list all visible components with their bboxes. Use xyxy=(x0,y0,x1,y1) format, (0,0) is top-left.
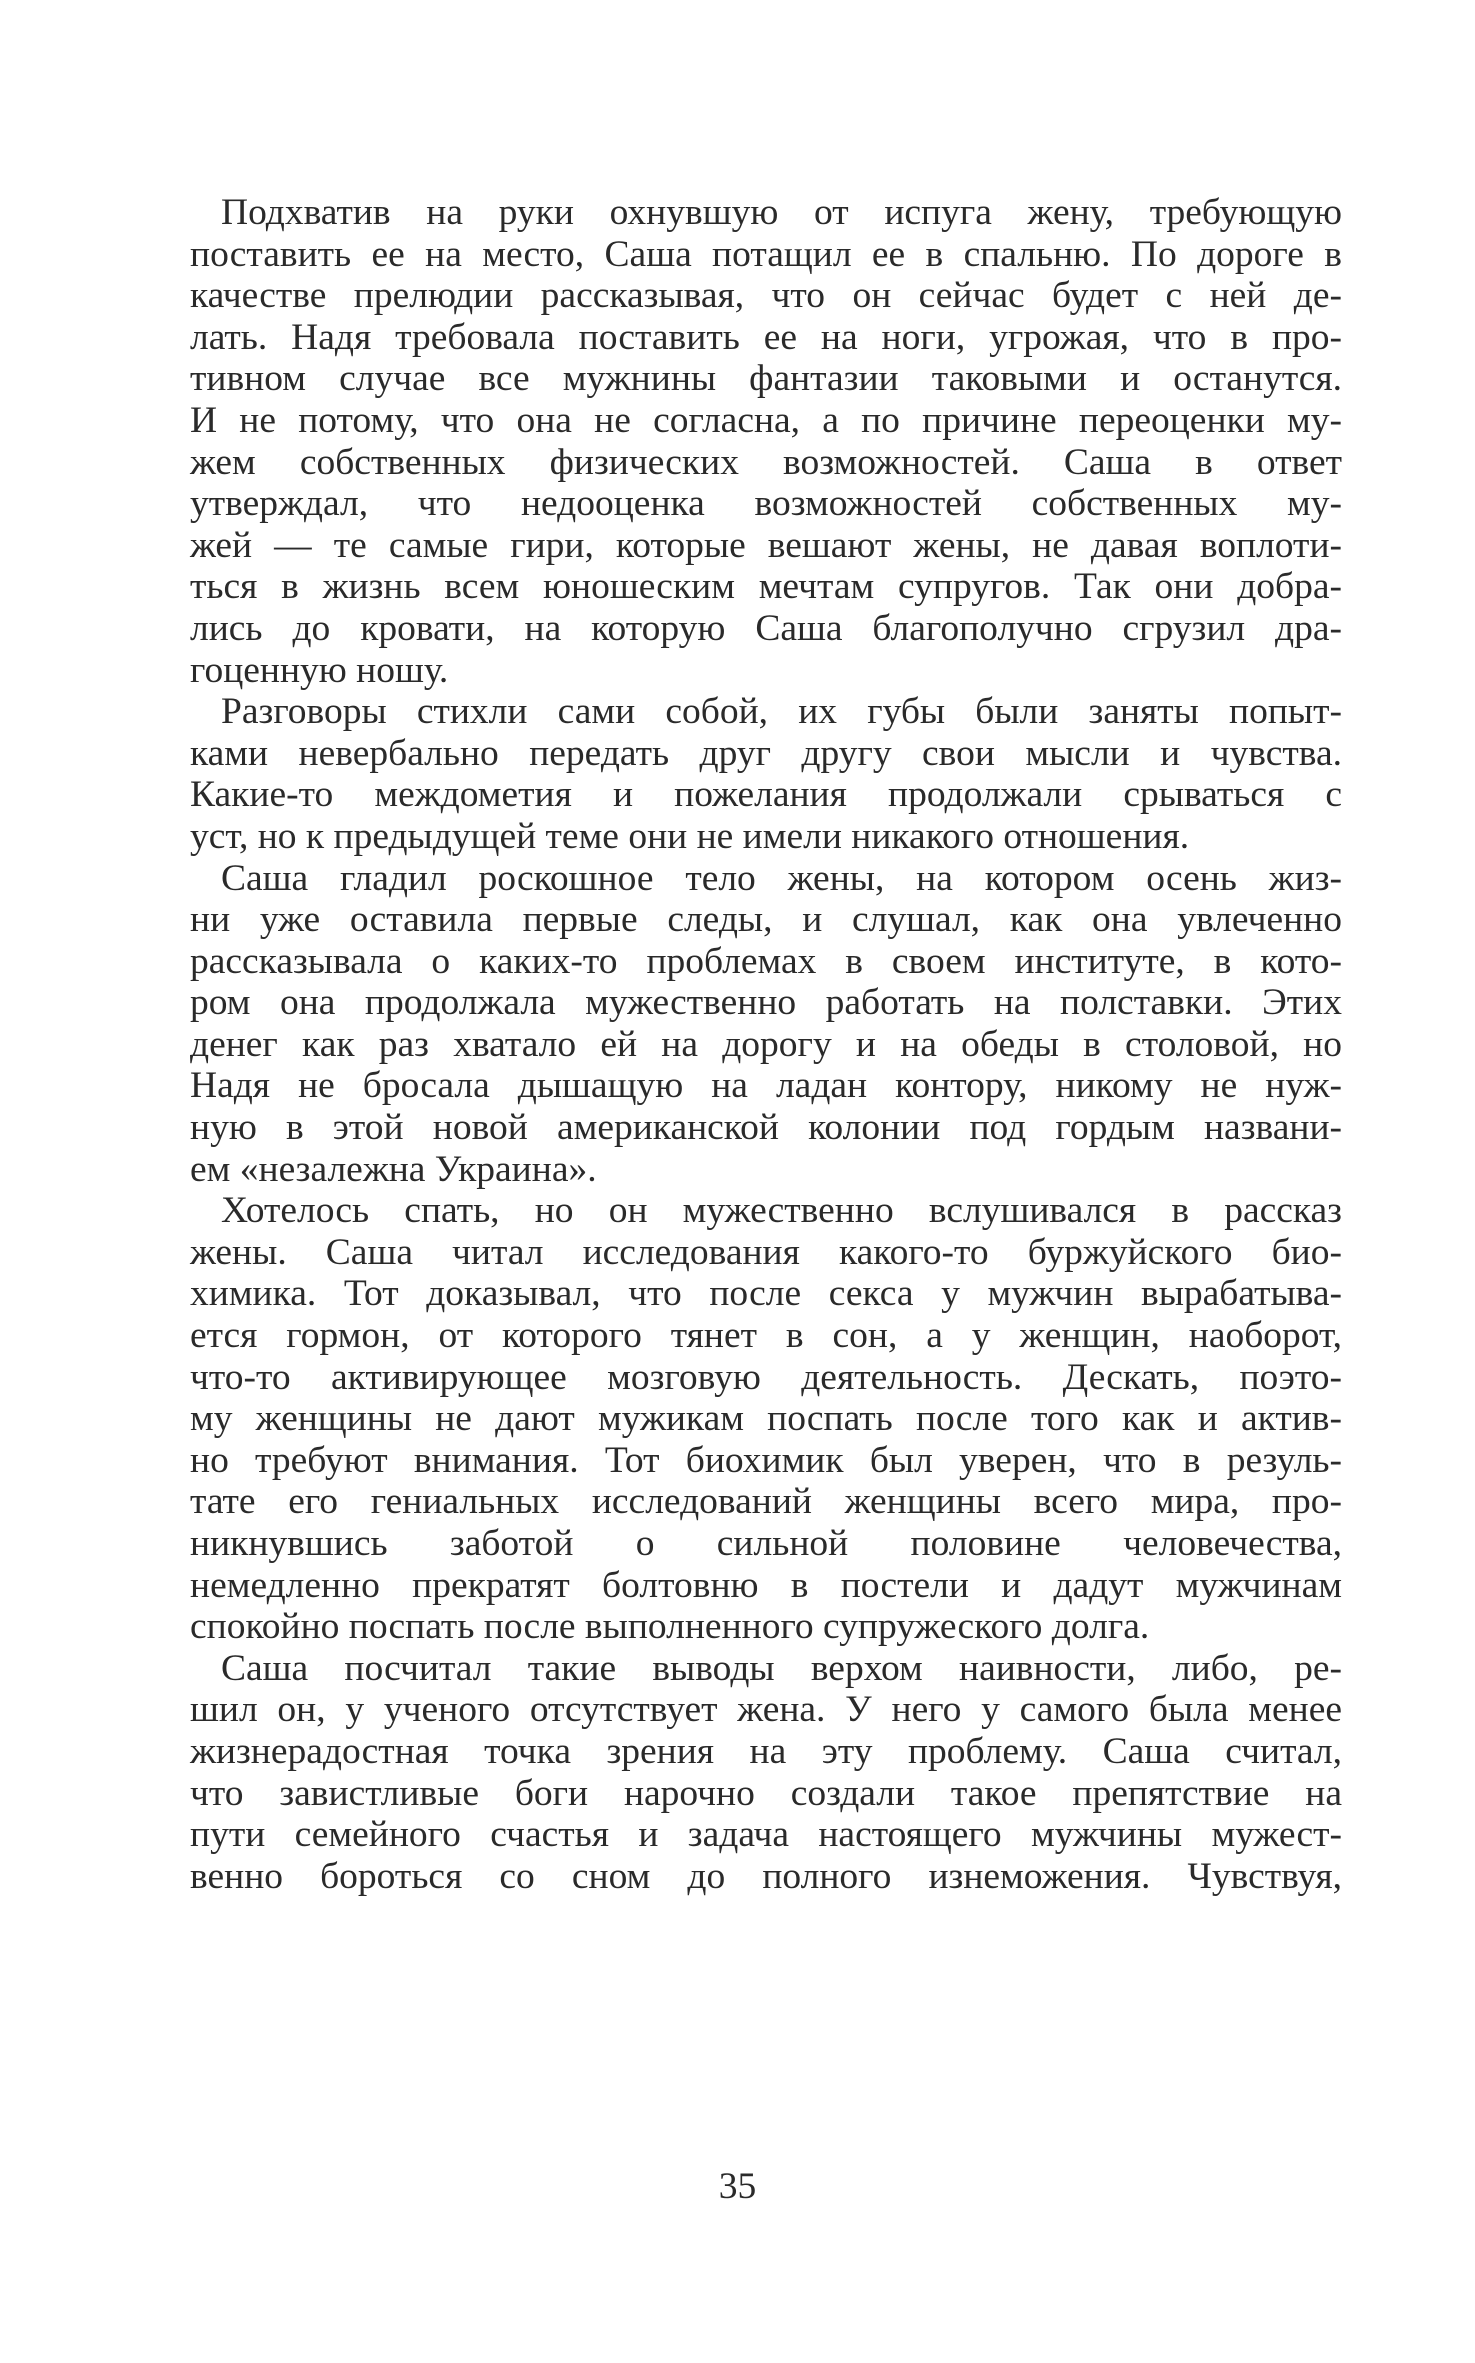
text-line: жем собственных физических возможностей. Саша в ответ xyxy=(190,441,1342,483)
text-line: Хотелось спать, но он мужественно вслушивался в рассказ xyxy=(221,1190,1342,1232)
text-line: тивном случае все мужнины фантазии таковыми и останутся. xyxy=(190,358,1342,400)
text-line: Разговоры стихли сами собой, их губы были заняты попыт- xyxy=(221,691,1342,733)
text-line: ться в жизнь всем юношеским мечтам супругов. Так они добра- xyxy=(190,566,1342,608)
text-line: жены. Саша читал исследования какого-то буржуйского био- xyxy=(190,1231,1342,1273)
body-text xyxy=(190,192,1342,1897)
paragraph xyxy=(190,691,1342,857)
text-line: тате его гениальных исследований женщины всего мира, про- xyxy=(190,1481,1342,1523)
text-line: что-то активирующее мозговую деятельность. Дескать, поэто- xyxy=(190,1356,1342,1398)
text-line: ется гормон, от которого тянет в сон, а у женщин, наоборот, xyxy=(190,1315,1342,1357)
paragraph xyxy=(190,1190,1342,1648)
text-line: венно бороться со сном до полного изнеможения. Чувствуя, xyxy=(190,1855,1342,1897)
text-line: ками невербально передать друг другу свои мысли и чувства. xyxy=(190,732,1342,774)
page-number: 35 xyxy=(718,2166,757,2207)
text-line: но требуют внимания. Тот биохимик был уверен, что в резуль- xyxy=(190,1439,1342,1481)
text-line: И не потому, что она не согласна, а по причине переоценки му- xyxy=(190,399,1342,441)
text-line: что завистливые боги нарочно создали такое препятствие на xyxy=(190,1772,1342,1814)
text-line: шил он, у ученого отсутствует жена. У него у самого была менее xyxy=(190,1689,1342,1731)
text-line: жизнерадостная точка зрения на эту проблему. Саша считал, xyxy=(190,1730,1342,1772)
text-line: уст, но к предыдущей теме они не имели никакого отношения. xyxy=(190,815,1190,857)
text-line: ную в этой новой американской колонии под гордым названи- xyxy=(190,1107,1342,1149)
text-line: поставить ее на место, Саша потащил ее в спальню. По дороге в xyxy=(190,233,1342,275)
text-line: лись до кровати, на которую Саша благополучно сгрузил дра- xyxy=(190,607,1342,649)
paragraph xyxy=(190,858,1342,1191)
text-line: Какие-то междометия и пожелания продолжали срываться с xyxy=(190,774,1342,816)
text-line: ром она продолжала мужественно работать на полставки. Этих xyxy=(190,982,1342,1024)
text-line: немедленно прекратят болтовню в постели и дадут мужчинам xyxy=(190,1564,1342,1606)
text-line: денег как раз хватало ей на дорогу и на обеды в столовой, но xyxy=(190,1023,1342,1065)
text-line: никнувшись заботой о сильной половине человечества, xyxy=(190,1523,1342,1564)
text-line: химика. Тот доказывал, что после секса у мужчин вырабатыва- xyxy=(190,1273,1342,1315)
paragraph xyxy=(190,1648,1342,1898)
text-line: спокойно поспать после выполненного супружеского долга. xyxy=(190,1606,1150,1648)
text-line: пути семейного счастья и задача настоящего мужчины мужест- xyxy=(190,1814,1342,1856)
text-line: Надя не бросала дышащую на ладан контору, никому не нуж- xyxy=(190,1065,1342,1107)
text-line: гоценную ношу. xyxy=(190,649,449,691)
text-line: рассказывала о каких-то проблемах в своем институте, в кото- xyxy=(190,940,1342,982)
text-line: Саша посчитал такие выводы верхом наивности, либо, ре- xyxy=(221,1647,1342,1689)
text-line: ем «незалежна Украина». xyxy=(190,1148,597,1190)
text-line: Подхватив на руки охнувшую от испуга жену, требующую xyxy=(221,192,1342,233)
text-line: качестве прелюдии рассказывая, что он сейчас будет с ней де- xyxy=(190,275,1342,317)
paragraph xyxy=(190,192,1342,691)
text-line: жей — те самые гири, которые вешают жены, не давая воплоти- xyxy=(190,524,1342,566)
text-line: ни уже оставила первые следы, и слушал, как она увлеченно xyxy=(190,899,1342,941)
text-line: Саша гладил роскошное тело жены, на котором осень жиз- xyxy=(221,857,1342,899)
text-line: му женщины не дают мужикам поспать после того как и актив- xyxy=(190,1398,1342,1440)
text-line: утверждал, что недооценка возможностей собственных му- xyxy=(190,483,1342,525)
text-line: лать. Надя требовала поставить ее на ноги, угрожая, что в про- xyxy=(190,316,1342,358)
